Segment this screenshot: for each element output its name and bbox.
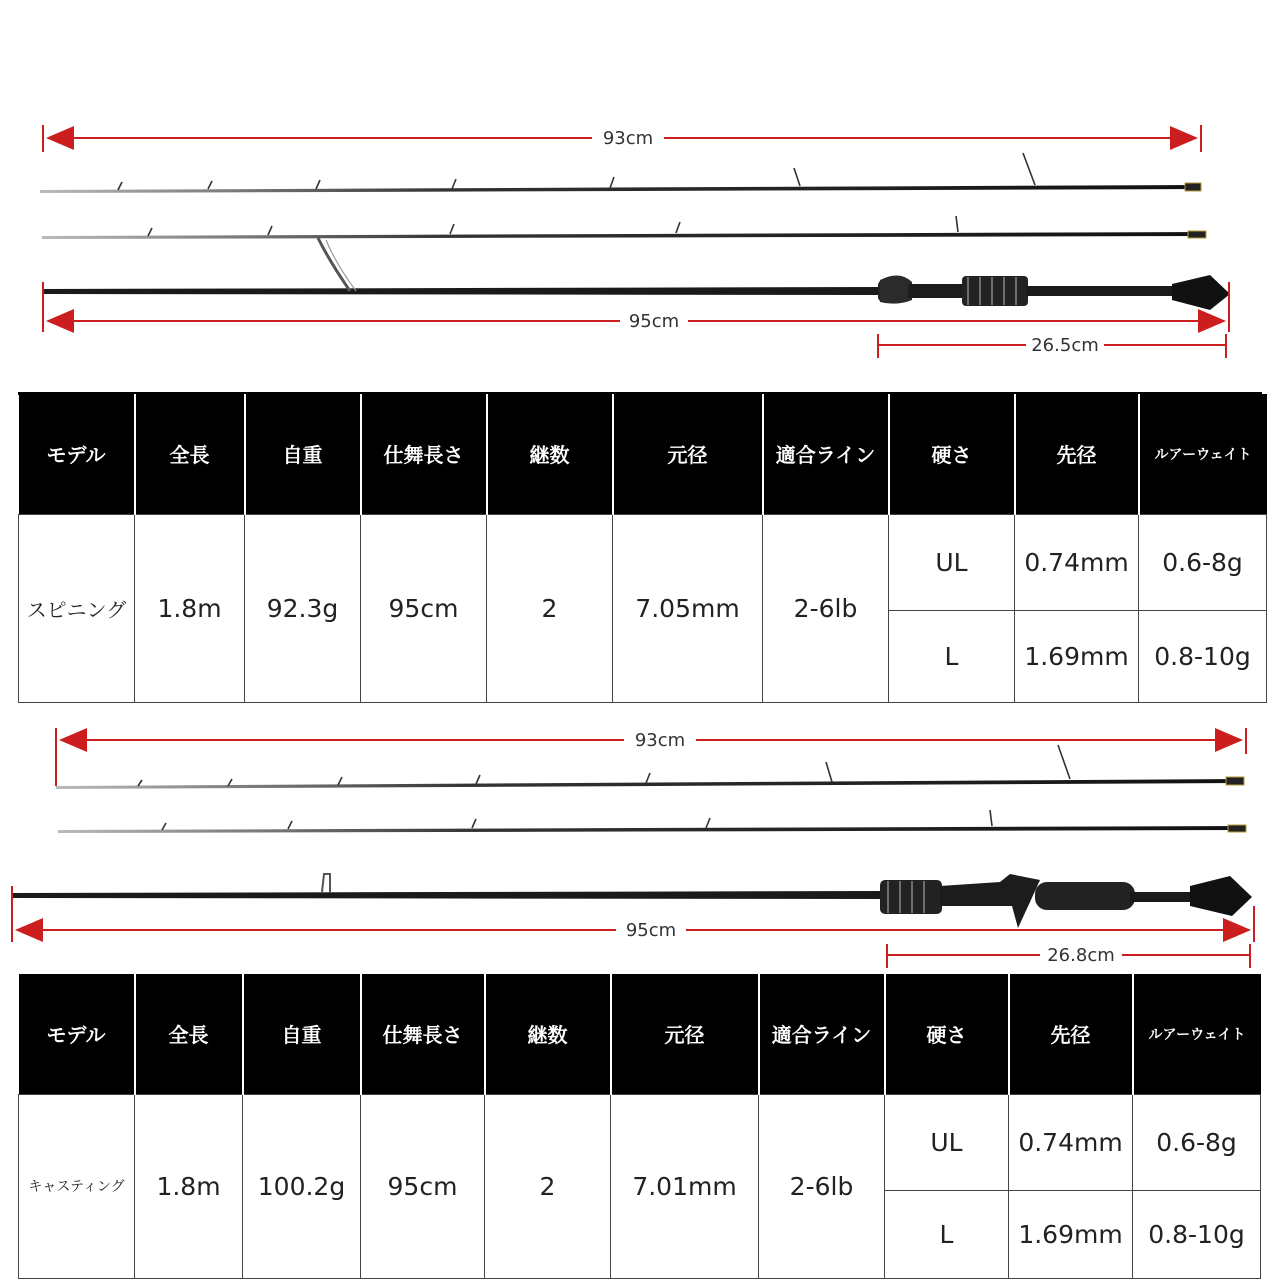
- header-length: 全長: [135, 974, 243, 1094]
- header-closed-length: 仕舞長さ: [361, 394, 487, 514]
- casting-spec-table: [18, 974, 1261, 1279]
- handle-length-label: 26.5cm: [1031, 335, 1099, 356]
- pieces-cell: 2: [487, 514, 613, 702]
- tip-section: [56, 745, 1244, 789]
- model-cell: スピニング: [19, 514, 135, 702]
- power-cell: L: [889, 610, 1015, 702]
- line-cell: 2-6lb: [759, 1094, 885, 1278]
- header-tip-diameter: 先径: [1009, 974, 1133, 1094]
- lure-weight-cell: 0.6-8g: [1139, 514, 1267, 610]
- middle-section: [58, 810, 1246, 833]
- casting-rod-diagram: [0, 706, 1280, 974]
- model-cell: キャスティング: [19, 1094, 135, 1278]
- handle-dimension: [878, 334, 1226, 358]
- weight-cell: 100.2g: [243, 1094, 361, 1278]
- line-cell: 2-6lb: [763, 514, 889, 702]
- spinning-spec-table: [18, 394, 1267, 703]
- header-model: モデル: [19, 974, 135, 1094]
- closed-length-cell: 95cm: [361, 514, 487, 702]
- length-cell: 1.8m: [135, 514, 245, 702]
- header-weight: 自重: [243, 974, 361, 1094]
- tip-diameter-cell: 0.74mm: [1015, 514, 1139, 610]
- header-lure-weight: ルアーウェイト: [1133, 974, 1261, 1094]
- header-pieces: 継数: [487, 394, 613, 514]
- header-power: 硬さ: [885, 974, 1009, 1094]
- lure-weight-cell: 0.8-10g: [1139, 610, 1267, 702]
- header-length: 全長: [135, 394, 245, 514]
- header-model: モデル: [19, 394, 135, 514]
- butt-diameter-cell: 7.01mm: [611, 1094, 759, 1278]
- lure-weight-cell: 0.6-8g: [1133, 1094, 1261, 1190]
- butt-length-label: 95cm: [628, 311, 680, 332]
- header-butt-diameter: 元径: [613, 394, 763, 514]
- tip-dimension: [56, 728, 1246, 786]
- butt-diameter-cell: 7.05mm: [613, 514, 763, 702]
- header-closed-length: 仕舞長さ: [361, 974, 485, 1094]
- tip-dimension: [43, 125, 1201, 152]
- header-tip-diameter: 先径: [1015, 394, 1139, 514]
- header-butt-diameter: 元径: [611, 974, 759, 1094]
- tip-length-label: 93cm: [602, 128, 654, 149]
- handle-dimension: [887, 944, 1250, 968]
- handle-length-label: 26.8cm: [1047, 945, 1115, 966]
- lure-weight-cell: 0.8-10g: [1133, 1190, 1261, 1278]
- header-lure-weight: ルアーウェイト: [1139, 394, 1267, 514]
- weight-cell: 92.3g: [245, 514, 361, 702]
- header-power: 硬さ: [889, 394, 1015, 514]
- power-cell: UL: [885, 1094, 1009, 1190]
- tip-diameter-cell: 1.69mm: [1009, 1190, 1133, 1278]
- header-weight: 自重: [245, 394, 361, 514]
- tip-diameter-cell: 0.74mm: [1009, 1094, 1133, 1190]
- tip-diameter-cell: 1.69mm: [1015, 610, 1139, 702]
- tip-length-label: 93cm: [634, 730, 686, 751]
- middle-section: [42, 216, 1206, 239]
- header-line: 適合ライン: [763, 394, 889, 514]
- length-cell: 1.8m: [135, 1094, 243, 1278]
- pieces-cell: 2: [485, 1094, 611, 1278]
- header-pieces: 継数: [485, 974, 611, 1094]
- power-cell: L: [885, 1190, 1009, 1278]
- header-line: 適合ライン: [759, 974, 885, 1094]
- butt-section: [42, 238, 1230, 310]
- closed-length-cell: 95cm: [361, 1094, 485, 1278]
- butt-length-label: 95cm: [625, 920, 677, 941]
- power-cell: UL: [889, 514, 1015, 610]
- tip-section: [40, 153, 1201, 193]
- spinning-rod-diagram: [0, 0, 1280, 390]
